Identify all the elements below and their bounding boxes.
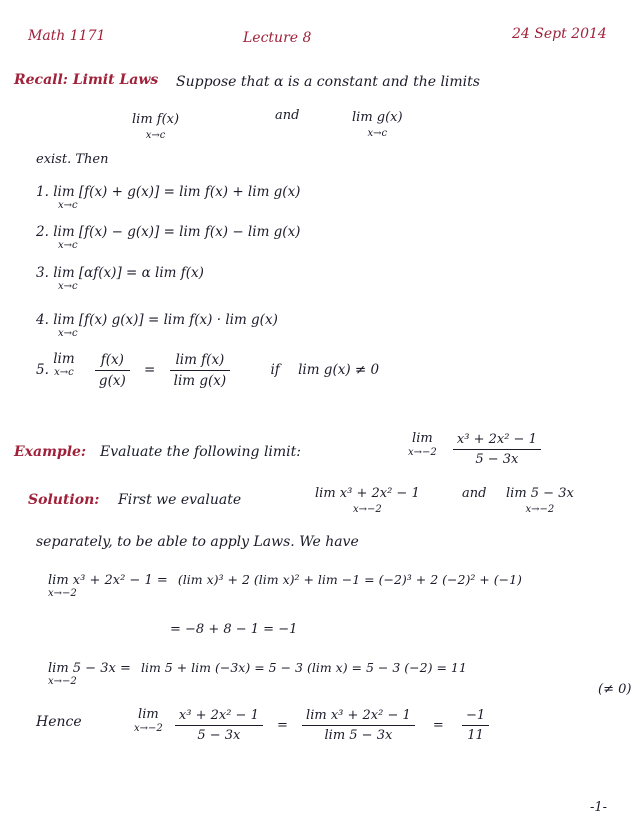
final-lhs-num: x³ + 2x² − 1: [175, 708, 263, 726]
lecture-title: Lecture 8: [243, 30, 312, 46]
example-lim-word: lim: [412, 431, 433, 446]
solution-hence: Hence: [36, 714, 82, 730]
solution-line3: [48, 660, 467, 687]
law5-rhs-num: lim f(x): [170, 352, 231, 371]
solution-and: and: [462, 486, 487, 501]
law-number: 2.: [36, 224, 49, 240]
solution-sub: x→−2: [352, 504, 382, 515]
law-5: [36, 352, 379, 389]
law-text: lim [f(x) − g(x)] = lim f(x) − lim g(x): [53, 224, 301, 240]
law5-rhs-den: lim g(x): [173, 373, 227, 389]
law5-lim: lim x→c: [53, 351, 75, 379]
law-sub: x→c: [58, 328, 78, 339]
law-text: lim [αf(x)] = α lim f(x): [53, 265, 204, 281]
solution-line1: [48, 572, 522, 599]
final-mid-fraction: [302, 708, 415, 743]
recall-lim-f-expr: lim f(x): [132, 112, 180, 127]
solution-line2: = −8 + 8 − 1 = −1: [170, 622, 298, 637]
final-mid-num: lim x³ + 2x² − 1: [302, 708, 415, 726]
law-text: lim [f(x) g(x)] = lim f(x) · lim g(x): [53, 312, 278, 328]
law5-lhs-fraction: [95, 352, 130, 389]
solution-text1: First we evaluate: [118, 492, 242, 508]
final-lhs-fraction: [175, 708, 263, 743]
law-sub: x→c: [58, 240, 78, 251]
recall-lim-f: [132, 112, 179, 142]
final-result-num: −1: [462, 708, 489, 726]
recall-lim-g-sub: x→c: [367, 128, 388, 139]
example-text: Evaluate the following limit:: [100, 444, 301, 460]
solution-text2: separately, to be able to apply Laws. We have: [36, 534, 359, 550]
law-number: 3.: [36, 265, 49, 281]
law5-if: if: [270, 362, 280, 378]
recall-intro: Suppose that α is a constant and the limits: [176, 74, 480, 90]
solution-sub: x→−2: [134, 722, 163, 734]
law5-lhs-num: f(x): [95, 352, 130, 371]
final-equals-2: =: [432, 718, 444, 733]
example-sub: x→−2: [408, 446, 437, 458]
law-sub: x→c: [58, 281, 78, 292]
recall-exist: exist. Then: [36, 152, 109, 167]
law-sub: x→c: [54, 367, 74, 379]
law-number: 4.: [36, 312, 49, 328]
final-lim: lim x→−2: [134, 707, 163, 734]
final-equals: =: [277, 718, 288, 733]
solution-sub: x→−2: [525, 504, 555, 515]
solution-sub: x→−2: [48, 676, 77, 687]
recall-label: Recall: Limit Laws: [14, 72, 159, 88]
law-1: [36, 184, 300, 211]
law5-lhs-den: g(x): [98, 373, 126, 389]
solution-expr1-text: lim x³ + 2x² − 1: [315, 486, 420, 501]
recall-and: and: [275, 108, 300, 123]
example-lim: [408, 432, 437, 458]
law5-rhs-fraction: [170, 352, 231, 389]
solution-expr1: [315, 486, 420, 516]
example-fraction: [453, 432, 541, 467]
law5-equals: =: [144, 362, 156, 378]
recall-lim-g: [352, 110, 403, 140]
solution-expr2: [506, 486, 574, 516]
law-4: [36, 312, 278, 339]
lecture-date: 24 Sept 2014: [512, 26, 607, 42]
solution-expr2-text: lim 5 − 3x: [506, 486, 574, 501]
course-title: Math 1171: [28, 28, 106, 44]
solution-line1-lhs: lim x³ + 2x² − 1 =: [48, 573, 168, 588]
solution-line3-rhs: lim 5 + lim (−3x) = 5 − 3 (lim x) = 5 − 3 (−2) = 11: [140, 660, 467, 675]
law-3: [36, 265, 204, 292]
page-number: -1-: [590, 800, 608, 815]
example-denominator: 5 − 3x: [475, 452, 519, 467]
solution-label: Solution:: [28, 492, 100, 508]
example-expression: [408, 432, 541, 467]
recall-lim-f-sub: x→c: [145, 130, 166, 141]
solution-line3-lhs: lim 5 − 3x =: [48, 661, 131, 676]
law-number: 1.: [36, 184, 49, 200]
solution-final: [134, 708, 489, 743]
law5-condition: lim g(x) ≠ 0: [298, 362, 380, 378]
recall-lim-g-expr: lim g(x): [352, 110, 403, 125]
final-result-fraction: [462, 708, 489, 743]
final-mid-den: lim 5 − 3x: [324, 728, 393, 743]
solution-line1-rhs: (lim x)³ + 2 (lim x)² + lim −1 = (−2)³ + 2 (−2)² + (−1): [177, 572, 522, 587]
law-text: lim [f(x) + g(x)] = lim f(x) + lim g(x): [53, 184, 301, 200]
law-2: [36, 224, 300, 251]
example-numerator: x³ + 2x² − 1: [453, 432, 541, 450]
law-number: 5.: [36, 362, 49, 378]
example-label: Example:: [14, 444, 87, 460]
solution-line3-note: (≠ 0): [598, 682, 632, 697]
final-lhs-den: 5 − 3x: [197, 728, 241, 743]
solution-sub: x→−2: [48, 588, 77, 599]
final-result-den: 11: [467, 728, 484, 743]
law-sub: x→c: [58, 200, 78, 211]
